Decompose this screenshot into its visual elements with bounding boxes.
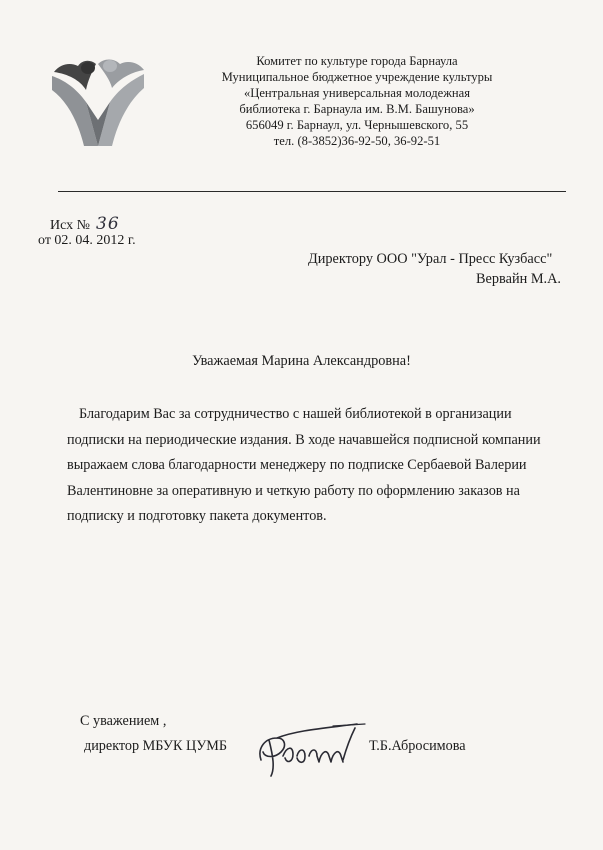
signer-name: Т.Б.Абросимова (369, 738, 466, 754)
addressee-title: Директору ООО "Урал - Пресс Кузбасс" (308, 251, 553, 267)
reference-number: 36 (96, 214, 120, 234)
org-line: Муниципальное бюджетное учреждение культуры (221, 70, 493, 84)
reference-date: от 02. 04. 2012 г. (38, 233, 136, 248)
letter-body (67, 402, 575, 530)
body-line: подписки на периодические издания. В ходе начавшейся подписной компании (67, 431, 541, 448)
reference-label: Исх № (50, 218, 90, 233)
org-line: Комитет по культуре города Барнаула (256, 54, 458, 68)
org-line: библиотека г. Барнаула им. В.М. Башунова» (239, 102, 475, 116)
handwritten-signature (247, 716, 367, 786)
signer-position: директор МБУК ЦУМБ (84, 738, 228, 754)
closing-regards: С уважением , (80, 713, 167, 729)
body-line: Благодарим Вас за сотрудничество с нашей библиотекой в организации (79, 406, 512, 422)
greeting: Уважаемая Марина Александровна! (192, 353, 411, 369)
org-address: 656049 г. Барнаул, ул. Чернышевского, 55 (245, 118, 469, 132)
addressee-name: Вервайн М.А. (476, 271, 561, 287)
library-logo (46, 50, 150, 152)
body-line: Валентиновне за оперативную и четкую работу по оформлению заказов на (67, 482, 520, 499)
org-phone: тел. (8-3852)36-92-50, 36-92-51 (273, 134, 441, 148)
header-divider (58, 191, 566, 192)
body-line: выражаем слова благодарности менеджеру по подписке Сербаевой Валерии (67, 457, 527, 473)
organization-header (212, 53, 502, 149)
org-line: «Центральная универсальная молодежная (243, 86, 471, 100)
body-line: подписку и подготовку пакета документов. (67, 508, 327, 524)
outgoing-reference (50, 214, 120, 234)
addressee-block (308, 249, 568, 289)
